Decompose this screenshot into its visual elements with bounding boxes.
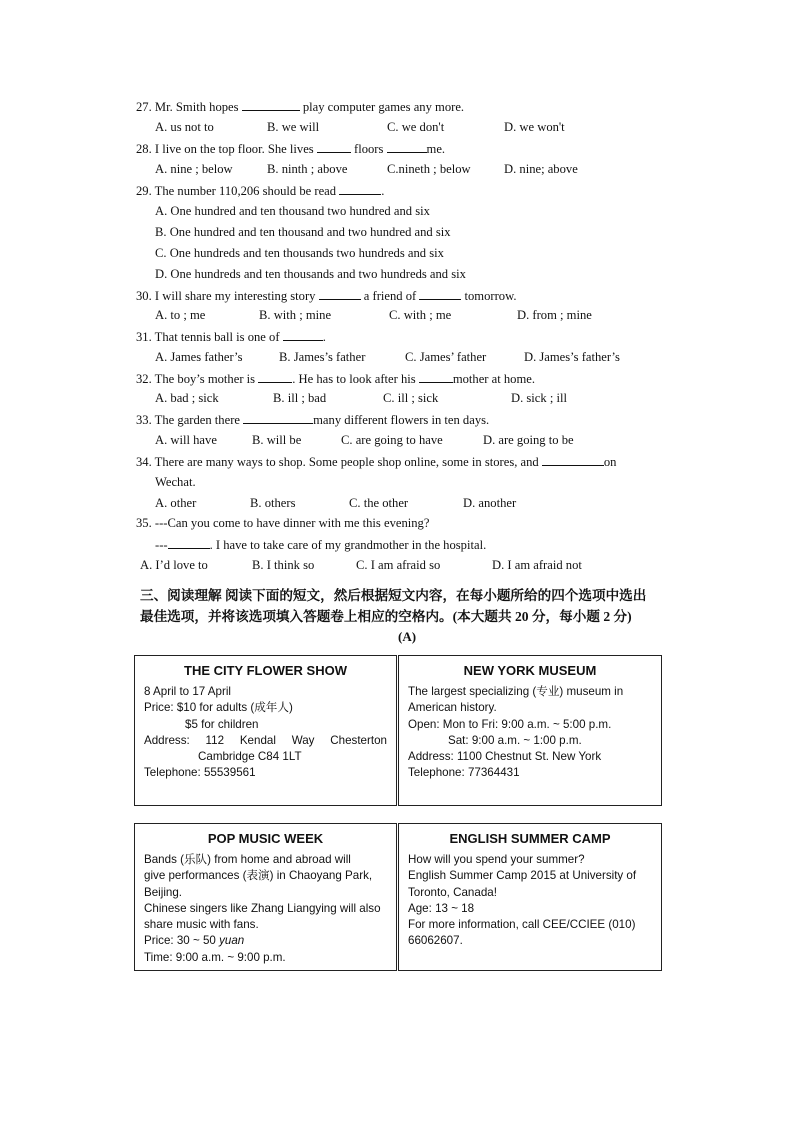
option-c[interactable]: C. the other [349,496,409,510]
ad-time: Time: 9:00 a.m. ~ 9:00 p.m. [144,950,286,964]
answer-blank[interactable] [317,140,351,153]
option-a[interactable]: A. nine ; below [155,162,233,176]
question-28: 28. I live on the top floor. She lives floors me. [136,142,446,156]
option-b[interactable]: B. ill ; bad [273,391,327,405]
question-33: 33. The garden there many different flowers in ten days. [136,413,490,427]
ad-info: For more information, call CEE/CCIEE (010) [408,918,636,932]
option-b[interactable]: B. will be [252,433,302,447]
option-c[interactable]: C. are going to have [341,433,443,447]
option-c[interactable]: C. One hundreds and ten thousands two hundreds and six [155,246,444,260]
part-label: (A) [398,629,417,644]
option-b[interactable]: B. ninth ; above [267,162,348,176]
option-b[interactable]: B. with ; mine [259,308,332,322]
question-34-continued: Wechat. [155,475,196,489]
ad-text: Chinese singers like Zhang Liangying will also [144,901,381,915]
ad-open-saturday: Sat: 9:00 a.m. ~ 1:00 p.m. [448,733,582,747]
question-34: 34. There are many ways to shop. Some people shop online, some in stores, and on [136,455,617,469]
answer-blank[interactable] [243,411,313,424]
option-d[interactable]: D. are going to be [483,433,574,447]
option-b[interactable]: B. we will [267,120,320,134]
ad-open-hours: Open: Mon to Fri: 9:00 a.m. ~ 5:00 p.m. [408,717,612,731]
option-c[interactable]: C. I am afraid so [356,558,441,572]
option-d[interactable]: D. One hundreds and ten thousands and two hundreds and six [155,267,466,281]
section-heading-line2: 最佳选项，并将该选项填入答题卷上相应的空格内。(本大题共 20 分，每小题 2 分) [140,609,632,624]
question-30: 30. I will share my interesting story a friend of tomorrow. [136,289,517,303]
option-c[interactable]: C. with ; me [389,308,452,322]
ad-text: share music with fans. [144,918,259,932]
ad-telephone: Telephone: 55539561 [144,766,256,780]
answer-blank[interactable] [258,370,292,383]
option-c[interactable]: C.nineth ; below [387,162,471,176]
ad-text: give performances (表演) in Chaoyang Park, [144,869,373,883]
ad-text: English Summer Camp 2015 at University of [408,869,637,883]
option-c[interactable]: C. James’ father [405,350,487,364]
ad-dates: 8 April to 17 April [144,685,232,698]
answer-blank[interactable] [168,536,210,549]
option-b[interactable]: B. I think so [252,558,315,572]
museum-ad [398,655,662,806]
answer-blank[interactable] [387,140,427,153]
answer-blank[interactable] [242,98,300,111]
answer-blank[interactable] [339,182,381,195]
ad-title: POP MUSIC WEEK [207,831,324,846]
option-a[interactable]: A. other [155,496,197,510]
answer-blank[interactable] [542,453,604,466]
ad-price-children: $5 for children [185,717,259,731]
ad-telephone: Telephone: 77364431 [408,766,520,780]
option-d[interactable]: D. I am afraid not [492,558,582,572]
ad-address: Address: 1100 Chestnut St. New York [408,750,602,764]
pop-music-week-ad [134,823,397,971]
option-a[interactable]: A. us not to [155,120,214,134]
ad-address: Address: 112 Kendal Way Chesterton [144,733,387,747]
option-d[interactable]: D. James’s father’s [524,350,620,364]
answer-blank[interactable] [319,287,361,300]
question-32: 32. The boy’s mother is . He has to look after his mother at home. [136,372,536,386]
option-b[interactable]: B. James’s father [279,350,366,364]
section-heading [140,585,680,627]
option-c[interactable]: C. we don't [387,120,445,134]
option-d[interactable]: D. from ; mine [517,308,592,322]
answer-blank[interactable] [419,287,461,300]
option-d[interactable]: D. nine; above [504,162,578,176]
ad-title: ENGLISH SUMMER CAMP [449,831,611,846]
flower-show-ad [134,655,397,806]
question-35: 35. ---Can you come to have dinner with me this evening? [136,516,430,530]
ad-text: Toronto, Canada! [408,885,497,899]
option-c[interactable]: C. ill ; sick [383,391,439,405]
option-d[interactable]: D. sick ; ill [511,391,567,405]
ad-address-line2: Cambridge C84 1LT [198,750,302,764]
option-b[interactable]: B. others [250,496,296,510]
ad-info-phone: 66062607. [408,934,463,948]
option-d[interactable]: D. another [463,496,517,510]
question-31: 31. That tennis ball is one of . [136,330,326,344]
answer-blank[interactable] [283,328,323,341]
ad-title: THE CITY FLOWER SHOW [184,663,347,678]
ad-text: How will you spend your summer? [408,853,585,866]
question-29: 29. The number 110,206 should be read . [136,184,385,198]
option-a[interactable]: A. I’d love to [140,558,208,572]
ad-text: Bands (乐队) from home and abroad will [144,853,351,866]
option-a[interactable]: A. James father’s [155,350,243,364]
question-27: 27. Mr. Smith hopes play computer games any more. [136,100,465,114]
ad-price: Price: $10 for adults (成年人) [144,701,293,715]
ad-text: Beijing. [144,885,183,899]
option-a[interactable]: A. One hundred and ten thousand two hundred and six [155,204,430,218]
option-d[interactable]: D. we won't [504,120,565,134]
ad-age: Age: 13 ~ 18 [408,901,475,915]
ad-description-line2: American history. [408,701,497,715]
ad-title: NEW YORK MUSEUM [463,663,597,678]
answer-blank[interactable] [419,370,453,383]
option-b[interactable]: B. One hundred and ten thousand and two hundred and six [155,225,451,239]
ad-description: The largest specializing (专业) museum in [408,685,624,698]
question-35-reply: --- . I have to take care of my grandmother in the hospital. [155,538,487,552]
summer-camp-ad [398,823,662,971]
option-a[interactable]: A. will have [155,433,217,447]
section-heading-line1: 三、阅读理解 阅读下面的短文，然后根据短文内容，在每小题所给的四个选项中选出 [140,588,647,603]
ad-price: Price: 30 ~ 50 yuan [144,934,245,948]
option-a[interactable]: A. bad ; sick [155,391,219,405]
option-a[interactable]: A. to ; me [155,308,206,322]
